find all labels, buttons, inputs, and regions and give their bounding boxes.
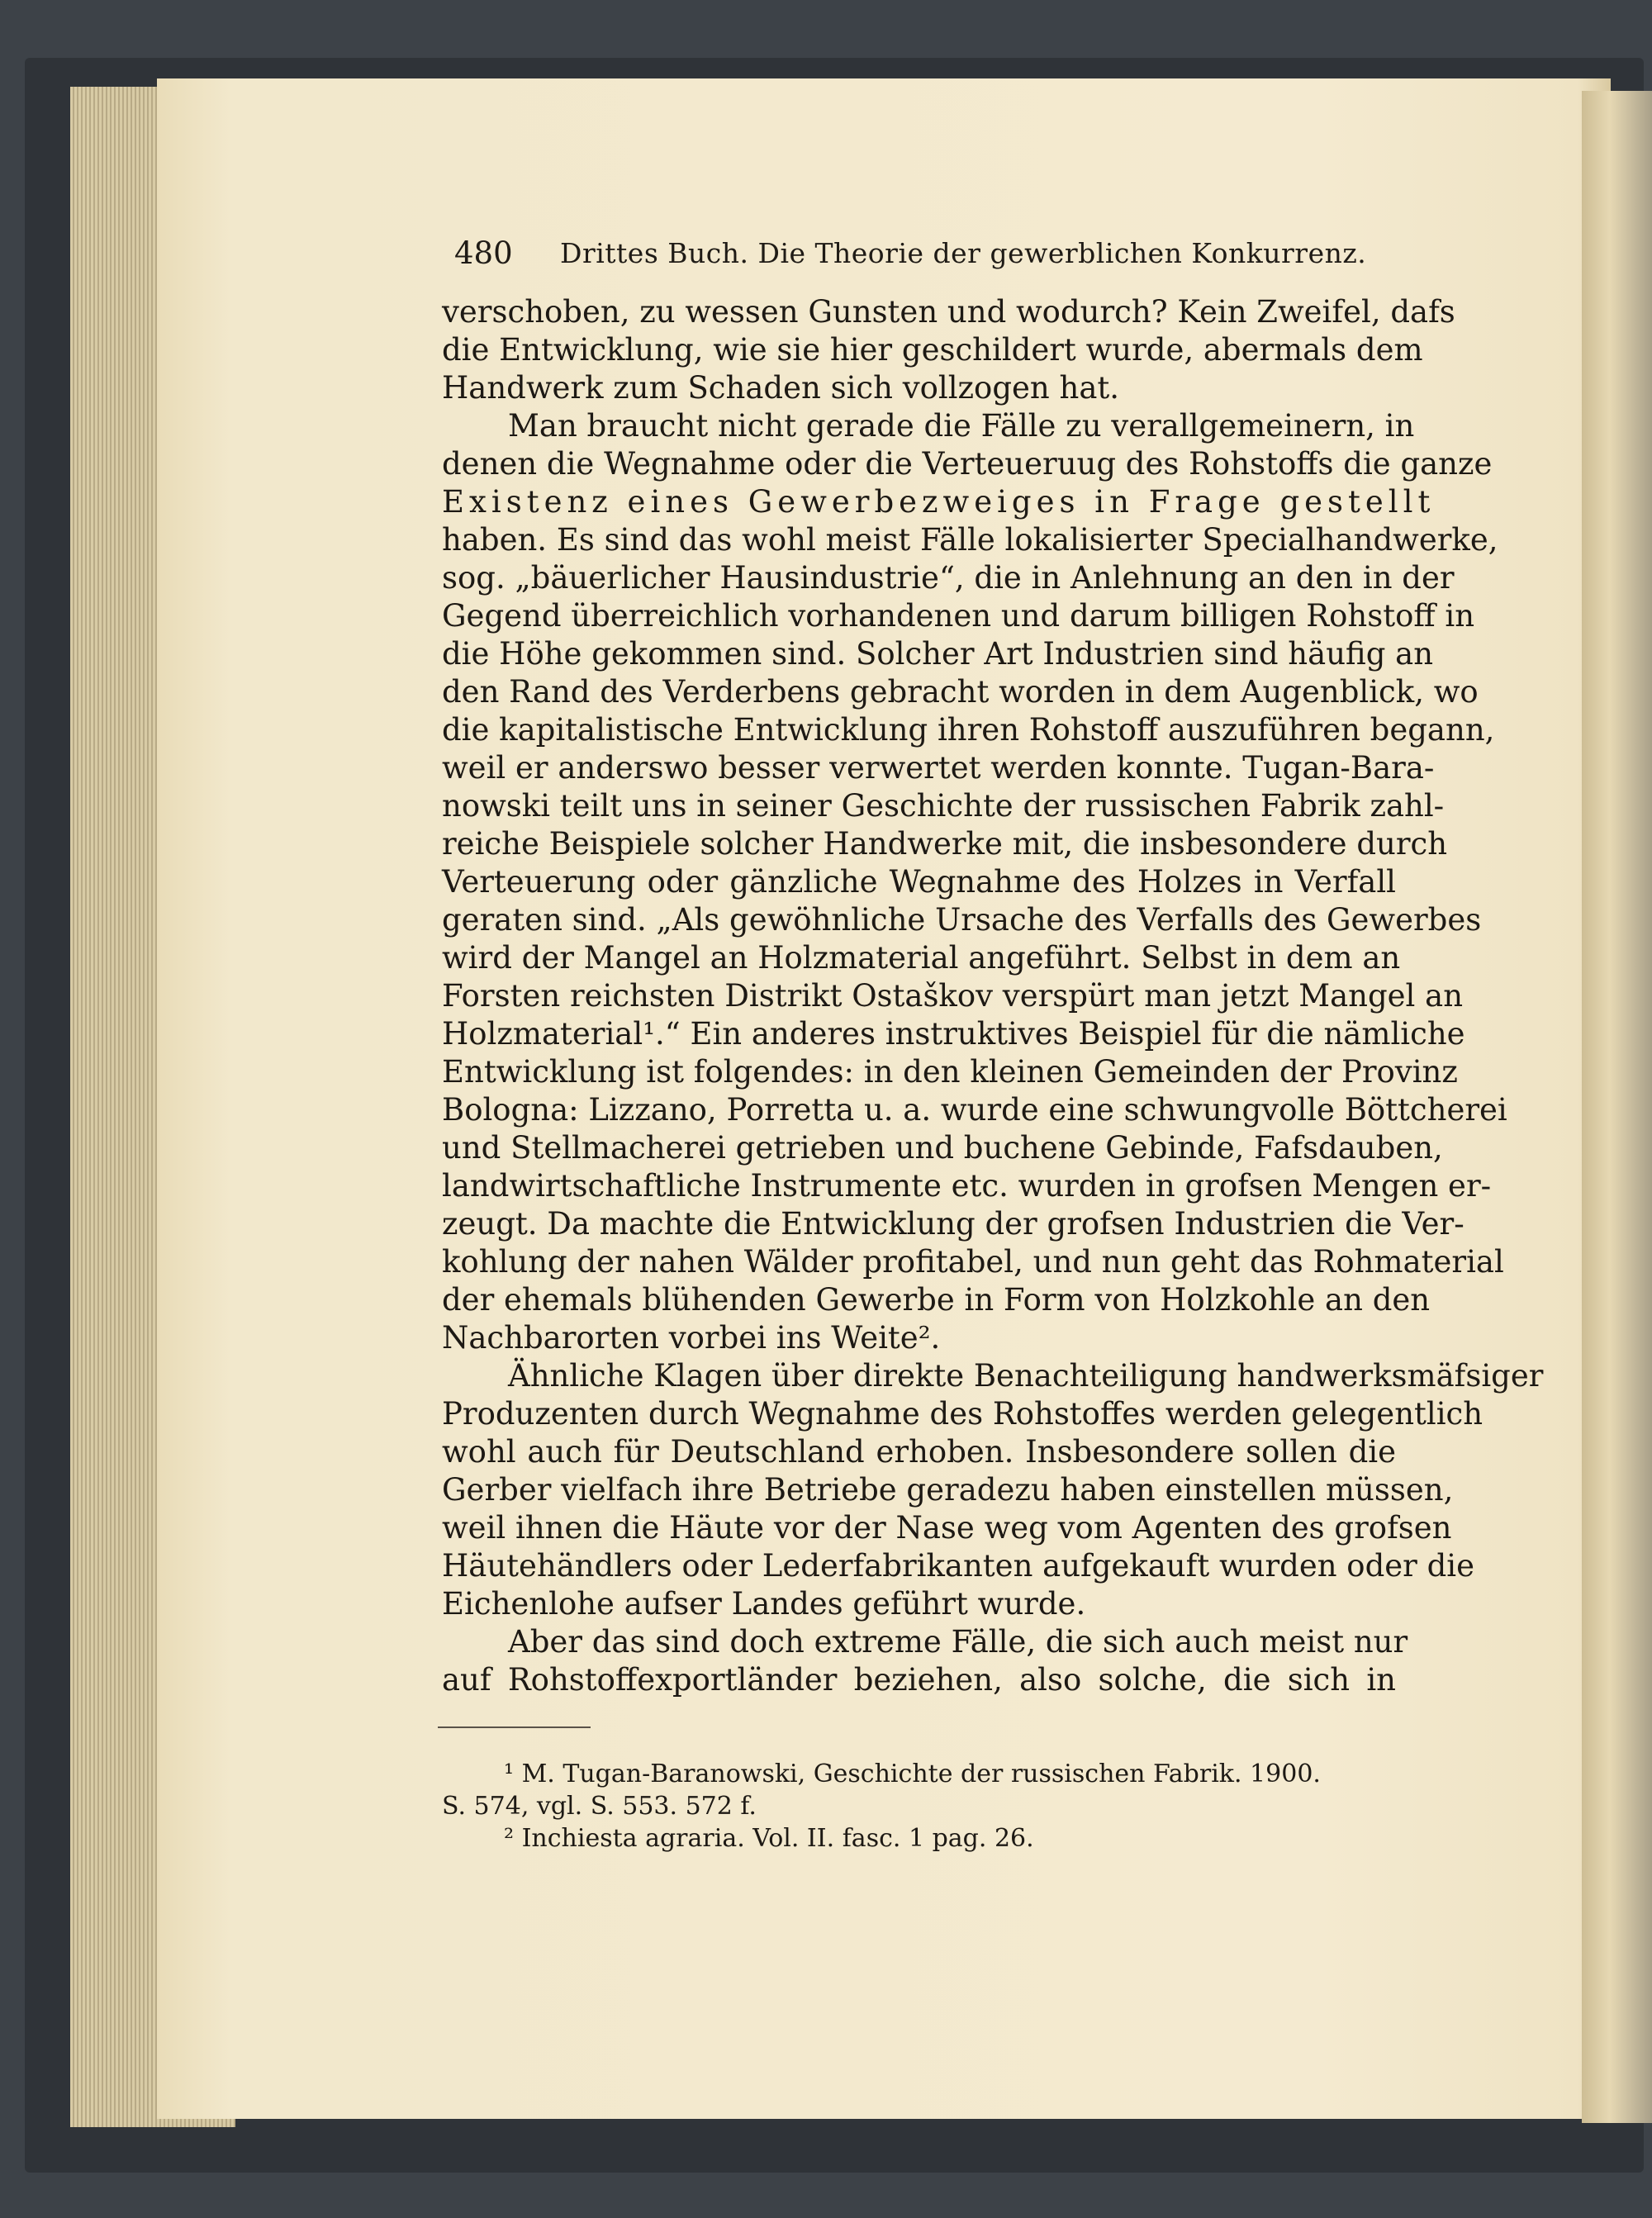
text-line: Gegend überreichlich vorhandenen und darum billigen Rohstoff in [442, 598, 1475, 634]
text-line: zeugt. Da machte die Entwicklung der grofsen Industrien die Ver- [442, 1206, 1464, 1242]
text-line: Bologna: Lizzano, Porretta u. a. wurde eine schwungvolle Böttcherei [442, 1092, 1507, 1128]
text-line: weil ihnen die Häute vor der Nase weg vom Agenten des grofsen [442, 1510, 1452, 1546]
text-line: Häutehändlers oder Lederfabrikanten aufgekauft wurden oder die [442, 1548, 1475, 1584]
text-line: den Rand des Verderbens gebracht worden in dem Augenblick, wo [442, 674, 1479, 710]
running-head [454, 235, 1396, 277]
text-line: sog. „bäuerlicher Hausindustrie“, die in Anlehnung an den in der [442, 560, 1455, 596]
text-line: wird der Mangel an Holzmaterial angeführt. Selbst in dem an [442, 940, 1401, 976]
text-line: die kapitalistische Entwicklung ihren Rohstoff auszuführen begann, [442, 712, 1495, 748]
text-line: und Stellmacherei getrieben und buchene Gebinde, Fafsdauben, [442, 1130, 1443, 1166]
footnote-line: ¹ M. Tugan-Baranowski, Geschichte der russischen Fabrik. 1900. [504, 1760, 1321, 1788]
footnotes [442, 1758, 1392, 1855]
body-text [442, 293, 1544, 1699]
footnote-divider [438, 1726, 591, 1728]
text-line: denen die Wegnahme oder die Verteueruug des Rohstoffs die ganze [442, 446, 1493, 482]
text-line: landwirtschaftliche Instrumente etc. wurden in grofsen Mengen er- [442, 1168, 1492, 1204]
text-line: Handwerk zum Schaden sich vollzogen hat. [442, 370, 1120, 406]
text-line: Nachbarorten vorbei ins Weite². [442, 1320, 941, 1356]
text-line: geraten sind. „Als gewöhnliche Ursache des Verfalls des Gewerbes [442, 902, 1482, 938]
text-line: kohlung der nahen Wälder profitabel, und nun geht das Rohmaterial [442, 1244, 1504, 1280]
footnote-line: S. 574, vgl. S. 553. 572 f. [442, 1792, 757, 1821]
text-line: Existenz eines Gewerbezweiges in Frage gestellt [442, 484, 1436, 520]
page-number: 480 [454, 235, 513, 271]
text-line: Forsten reichsten Distrikt Ostaškov verspürt man jetzt Mangel an [442, 978, 1464, 1014]
text-line: reiche Beispiele solcher Handwerke mit, die insbesondere durch [442, 826, 1448, 862]
text-line: Man braucht nicht gerade die Fälle zu verallgemeinern, in [508, 408, 1415, 444]
text-line: weil er anderswo besser verwertet werden konnte. Tugan-Bara- [442, 750, 1435, 786]
text-line: auf Rohstoffexportländer beziehen, also solche, die sich in [442, 1662, 1396, 1698]
text-line: Eichenlohe aufser Landes geführt wurde. [442, 1586, 1086, 1622]
text-line: haben. Es sind das wohl meist Fälle lokalisierter Specialhandwerke, [442, 522, 1498, 558]
footnote-line: ² Inchiesta agraria. Vol. II. fasc. 1 pag. 26. [504, 1824, 1034, 1853]
text-line: Entwicklung ist folgendes: in den kleinen Gemeinden der Provinz [442, 1054, 1458, 1090]
text-line: nowski teilt uns in seiner Geschichte der russischen Fabrik zahl- [442, 788, 1445, 824]
text-line: Verteuerung oder gänzliche Wegnahme des Holzes in Verfall [442, 864, 1396, 900]
text-line: Holzmaterial¹.“ Ein anderes instruktives Beispiel für die nämliche [442, 1016, 1465, 1052]
text-line: Produzenten durch Wegnahme des Rohstoffes werden gelegentlich [442, 1396, 1483, 1432]
text-line: Ähnliche Klagen über direkte Benachteiligung handwerksmäfsiger [508, 1358, 1544, 1394]
text-line: die Höhe gekommen sind. Solcher Art Industrien sind häufig an [442, 636, 1434, 672]
text-line: der ehemals blühenden Gewerbe in Form von Holzkohle an den [442, 1282, 1431, 1318]
text-line: Gerber vielfach ihre Betriebe geradezu haben einstellen müssen, [442, 1472, 1454, 1508]
next-page-edge [1582, 91, 1652, 2123]
text-line: die Entwicklung, wie sie hier geschildert wurde, abermals dem [442, 332, 1423, 368]
text-line: Aber das sind doch extreme Fälle, die sich auch meist nur [508, 1624, 1408, 1660]
text-line: wohl auch für Deutschland erhoben. Insbesondere sollen die [442, 1434, 1396, 1470]
text-line: verschoben, zu wessen Gunsten und wodurch? Kein Zweifel, dafs [442, 294, 1455, 330]
running-title: Drittes Buch. Die Theorie der gewerblichen Konkurrenz. [560, 237, 1367, 269]
